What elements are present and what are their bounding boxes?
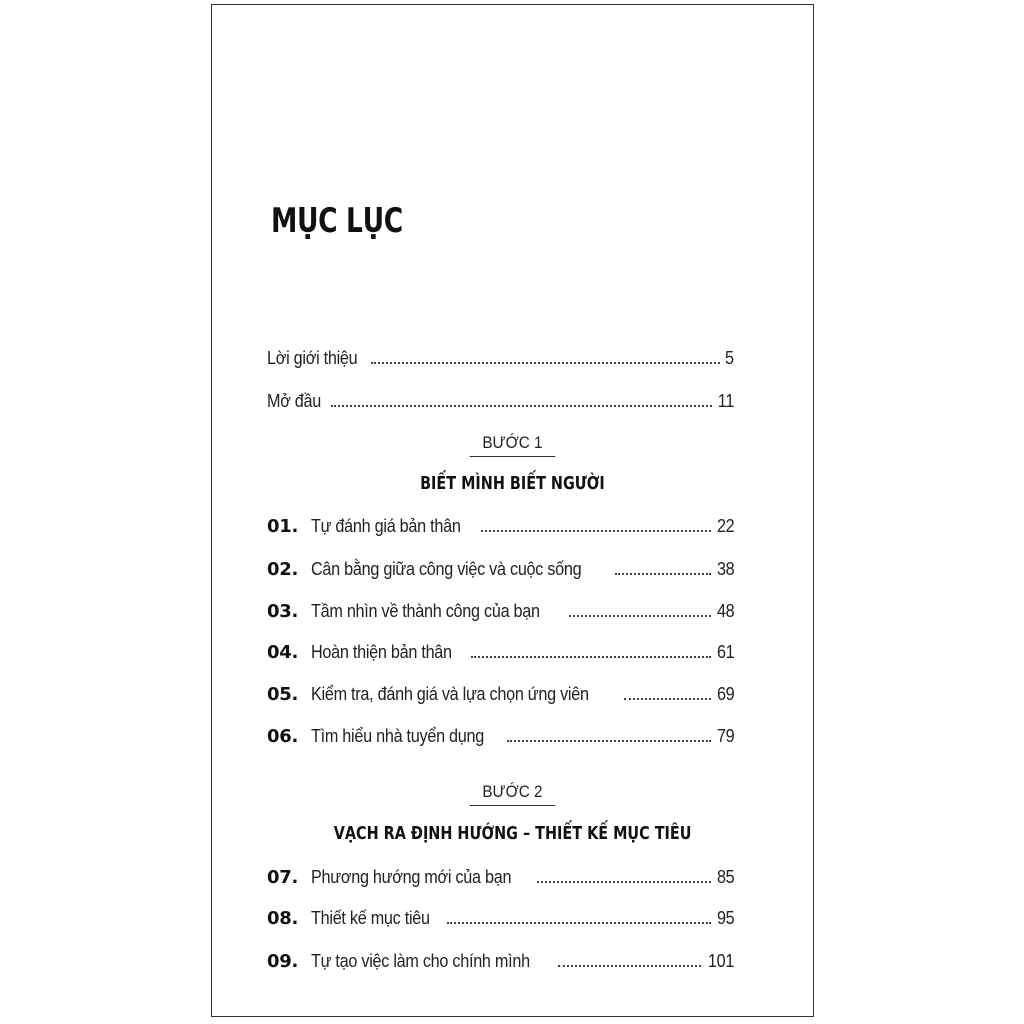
- chapter-label: Kiểm tra, đánh giá và lựa chọn ứng viên: [311, 684, 589, 704]
- entry-page-number: 61: [716, 642, 734, 662]
- step-label: BƯỚC 1: [212, 433, 813, 457]
- toc-chapter-entry[interactable]: [267, 559, 734, 580]
- toc-entry-intro[interactable]: [267, 348, 734, 369]
- dot-leader: [624, 697, 711, 700]
- step-title: VẠCH RA ĐỊNH HƯỚNG – THIẾT KẾ MỤC TIÊU: [333, 823, 692, 844]
- dot-leader: [569, 614, 710, 617]
- dot-leader: [615, 572, 710, 575]
- entry-page-number: 79: [716, 726, 734, 746]
- entry-page-number: 5: [725, 348, 734, 368]
- page-title: MỤC LỤC: [271, 201, 403, 241]
- toc-chapter-entry[interactable]: [267, 642, 734, 663]
- toc-chapter-entry[interactable]: [267, 516, 734, 537]
- chapter-label: Thiết kế mục tiêu: [311, 908, 430, 928]
- entry-page-number: 85: [716, 867, 734, 887]
- chapter-number: 04.: [267, 642, 298, 663]
- toc-chapter-entry[interactable]: [267, 726, 734, 747]
- chapter-number: 07.: [267, 867, 298, 888]
- dot-leader: [371, 361, 720, 364]
- chapter-label: Tự tạo việc làm cho chính mình: [311, 951, 530, 971]
- toc-entry-opening[interactable]: [267, 391, 734, 412]
- entry-page-number: 69: [716, 684, 734, 704]
- entry-page-number: 22: [716, 516, 734, 536]
- chapter-number: 05.: [267, 684, 298, 705]
- dot-leader: [507, 739, 710, 742]
- toc-chapter-entry[interactable]: [267, 867, 734, 888]
- entry-page-number: 95: [716, 908, 734, 928]
- chapter-number: 06.: [267, 726, 298, 747]
- chapter-label: Cân bằng giữa công việc và cuộc sống: [311, 559, 582, 579]
- dot-leader: [558, 964, 701, 967]
- dot-leader: [537, 880, 710, 883]
- entry-label: Lời giới thiệu: [267, 348, 358, 368]
- toc-chapter-entry[interactable]: [267, 601, 734, 622]
- toc-chapter-entry[interactable]: [267, 951, 734, 972]
- dot-leader: [447, 921, 711, 924]
- chapter-label: Hoàn thiện bản thân: [311, 642, 452, 662]
- chapter-number: 01.: [267, 516, 298, 537]
- chapter-label: Tự đánh giá bản thân: [311, 516, 461, 536]
- entry-page-number: 101: [707, 951, 734, 971]
- dot-leader: [481, 529, 710, 532]
- chapter-label: Tầm nhìn về thành công của bạn: [311, 601, 540, 621]
- chapter-number: 02.: [267, 559, 298, 580]
- dot-leader: [331, 404, 712, 407]
- step-label: BƯỚC 2: [212, 782, 813, 806]
- dot-leader: [471, 655, 710, 658]
- chapter-number: 09.: [267, 951, 298, 972]
- chapter-label: Phương hướng mới của bạn: [311, 867, 512, 887]
- chapter-label: Tìm hiểu nhà tuyển dụng: [311, 726, 485, 746]
- entry-page-number: 48: [716, 601, 734, 621]
- entry-label: Mở đầu: [267, 391, 322, 411]
- step-title: BIẾT MÌNH BIẾT NGƯỜI: [420, 473, 605, 494]
- book-page: [211, 4, 814, 1017]
- entry-page-number: 38: [716, 559, 734, 579]
- chapter-number: 08.: [267, 908, 298, 929]
- entry-page-number: 11: [717, 391, 734, 411]
- toc-chapter-entry[interactable]: [267, 684, 734, 705]
- toc-chapter-entry[interactable]: [267, 908, 734, 929]
- chapter-number: 03.: [267, 601, 298, 622]
